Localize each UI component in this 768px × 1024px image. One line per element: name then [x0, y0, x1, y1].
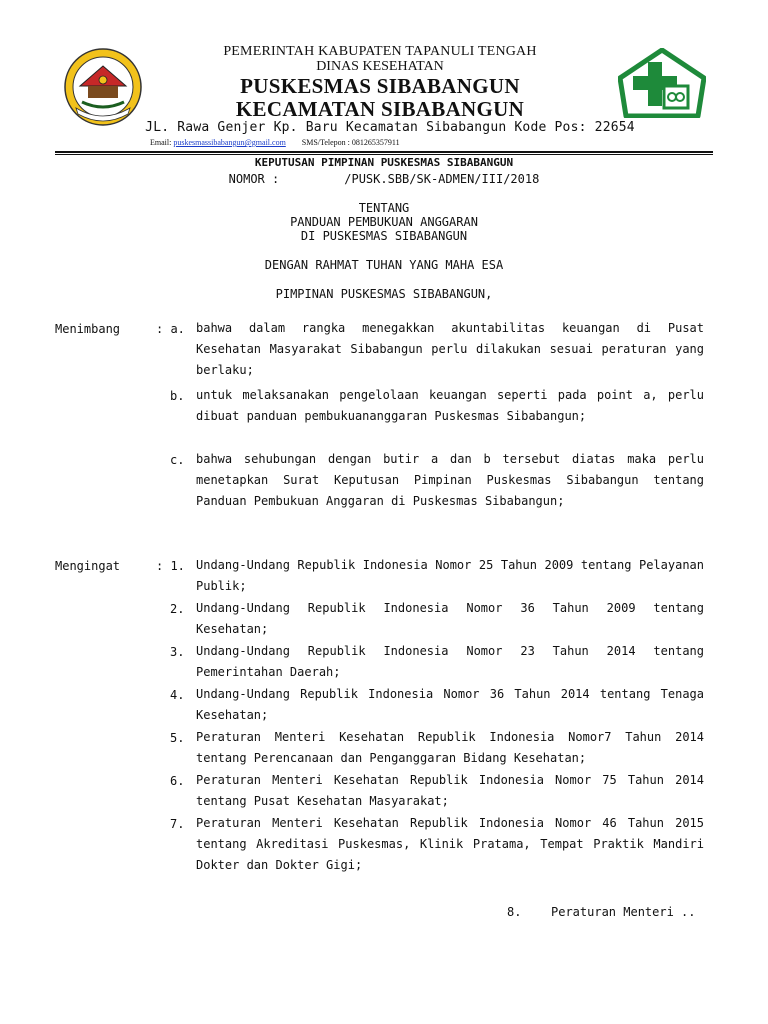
mengingat-item-5: Peraturan Menteri Kesehatan Republik Indonesia Nomor7 Tahun 2014 tentang Perencanaan dan Penganggaran Bidang Kesehatan; — [196, 730, 704, 765]
sms-phone: SMS/Telepon : 081265357911 — [301, 138, 400, 147]
decree-subject-line2: DI PUSKESMAS SIBABANGUN — [300, 229, 468, 243]
mengingat-label: Mengingat — [55, 559, 121, 573]
menimbang-item-a: bahwa dalam rangka menegakkan akuntabilitas keuangan di Pusat Kesehatan Masyarakat Sibabangun perlu dilakukan sesuai peraturan yang berlaku; — [196, 321, 704, 377]
menimbang-marker-b: b. — [170, 389, 185, 403]
mengingat-marker-3: 3. — [170, 645, 185, 659]
mengingat-marker-7: 7. — [170, 817, 185, 831]
mengingat-item-6: Peraturan Menteri Kesehatan Republik Indonesia Nomor 75 Tahun 2014 tentang Pusat Kesehatan Masyarakat; — [196, 773, 704, 808]
mengingat-marker-2: 2. — [170, 602, 185, 616]
menimbang-marker-a: : a. — [156, 322, 185, 336]
email-label: Email: — [150, 138, 174, 147]
menimbang-item-b: untuk melaksanakan pengelolaan keuangan seperti pada point a, perlu dibuat panduan pembukuananggaran Puskesmas Sibabangun; — [196, 388, 704, 423]
header-divider-thin — [55, 154, 713, 155]
mengingat-item-1: Undang-Undang Republik Indonesia Nomor 25 Tahun 2009 tentang Pelayanan Publik; — [196, 558, 704, 593]
menimbang-label: Menimbang — [55, 322, 121, 336]
mengingat-marker-4: 4. — [170, 688, 185, 702]
decree-pimpinan: PIMPINAN PUSKESMAS SIBABANGUN, — [275, 287, 493, 301]
mengingat-marker-5: 5. — [170, 731, 185, 745]
decree-number: NOMOR : /PUSK.SBB/SK-ADMEN/III/2018 — [228, 172, 540, 186]
header-address: JL. Rawa Genjer Kp. Baru Kecamatan Sibabangun Kode Pos: 22654 — [145, 120, 635, 135]
mengingat-item-4: Undang-Undang Republik Indonesia Nomor 36 Tahun 2014 tentang Tenaga Kesehatan; — [196, 687, 704, 722]
header-government: PEMERINTAH KABUPATEN TAPANULI TENGAH — [223, 44, 537, 59]
decree-rahmat: DENGAN RAHMAT TUHAN YANG MAHA ESA — [264, 258, 504, 272]
mengingat-marker-1: : 1. — [156, 559, 185, 573]
menimbang-item-c: bahwa sehubungan dengan butir a dan b tersebut diatas maka perlu menetapkan Surat Keputusan Pimpinan Puskesmas Sibabangun tentang Panduan Pembukuan Anggaran di Puskesmas Sibabangun; — [196, 452, 704, 508]
mengingat-item-2: Undang-Undang Republik Indonesia Nomor 36 Tahun 2009 tentang Kesehatan; — [196, 601, 704, 636]
mengingat-marker-6: 6. — [170, 774, 185, 788]
next-page-continuation: Peraturan Menteri .. — [551, 905, 696, 919]
decree-title: KEPUTUSAN PIMPINAN PUSKESMAS SIBABANGUN — [254, 156, 514, 169]
header-kecamatan: KECAMATAN SIBABANGUN — [235, 97, 525, 121]
mengingat-item-7: Peraturan Menteri Kesehatan Republik Indonesia Nomor 46 Tahun 2015 tentang Akreditasi Puskesmas, Klinik Pratama, Tempat Praktik Mandiri Dokter dan Dokter Gigi; — [196, 816, 704, 872]
header-department: DINAS KESEHATAN — [316, 59, 444, 74]
decree-tentang: TENTANG — [358, 201, 410, 215]
email-link[interactable]: puskesmassibabangun@gmail.com — [173, 138, 286, 147]
mengingat-item-3: Undang-Undang Republik Indonesia Nomor 23 Tahun 2014 tentang Pemerintahan Daerah; — [196, 644, 704, 679]
next-page-marker: 8. — [507, 905, 522, 919]
header-divider-thick — [55, 151, 713, 153]
header-puskesmas: PUSKESMAS SIBABANGUN — [240, 74, 520, 98]
decree-subject-line1: PANDUAN PEMBUKUAN ANGGARAN — [290, 215, 478, 229]
header-contact — [150, 138, 400, 147]
menimbang-marker-c: c. — [170, 453, 185, 467]
